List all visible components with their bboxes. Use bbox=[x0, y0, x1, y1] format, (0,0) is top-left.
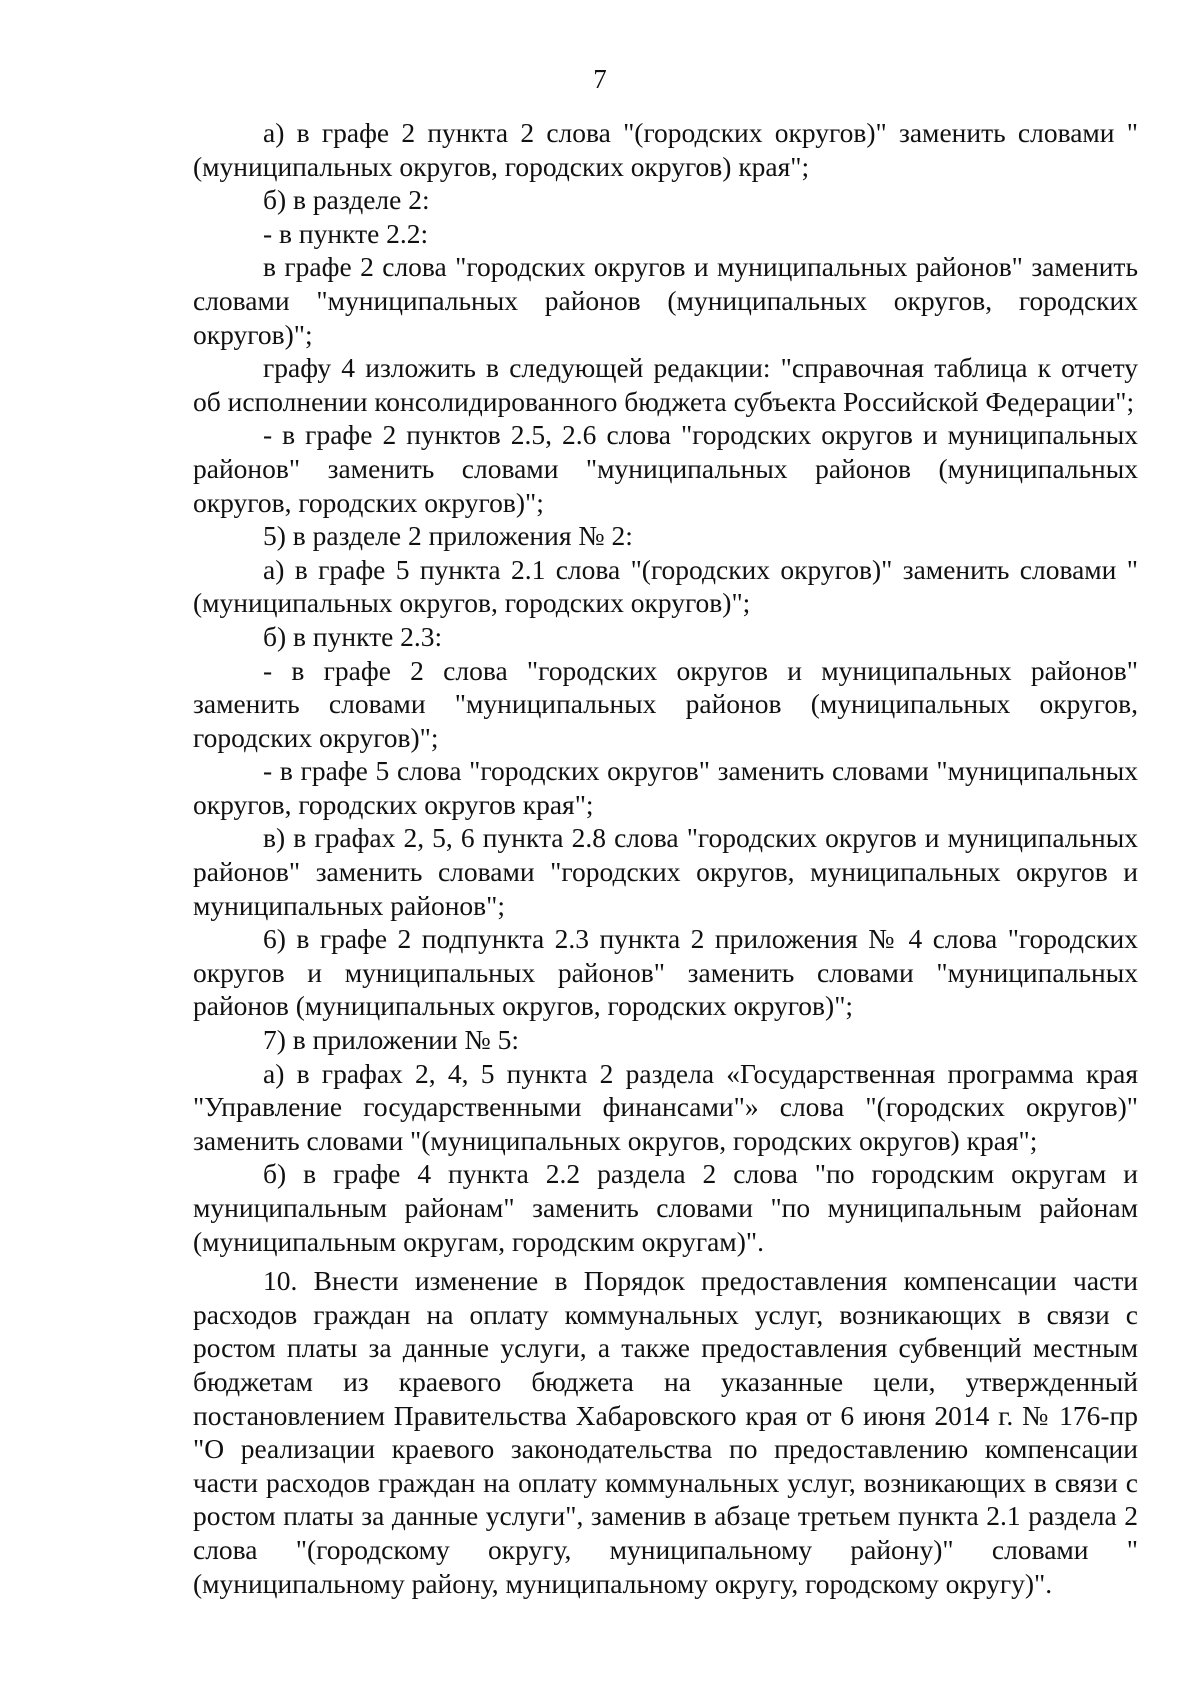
paragraph-3b-item-2-2: - в пункте 2.2: bbox=[263, 217, 429, 249]
paragraph-5b: б) в пункте 2.3: bbox=[263, 620, 443, 652]
paragraph-7a: а) в графах 2, 4, 5 пункта 2 раздела «Государственная программа края "Управление государственными финансами"» слова "(городских округов)" заменить словами "(муниципальных округов, городских округов) края"; bbox=[193, 1057, 1138, 1156]
document-body bbox=[193, 116, 1138, 1600]
paragraph-10: 10. Внести изменение в Порядок предоставления компенсации части расходов граждан на оплату коммунальных услуг, возникающих в связи с ростом платы за данные услуги, а также предоставления субвенций местным бюджетам из краевого бюджета на указанные цели, утвержденный постановлением Правительства Хабаровского края от 6 июня 2014 г. № 176-пр "О реализации краевого законодательства по предоставлению компенсации части расходов граждан на оплату коммунальных услуг, возникающих в связи с ростом платы за данные услуги", заменив в абзаце третьем пункта 2.1 раздела 2 слова "(городскому округу, муниципальному району)" словами "(муниципальному району, муниципальному округу, городскому округу)". bbox=[193, 1265, 1138, 1599]
paragraph-5c: в) в графах 2, 5, 6 пункта 2.8 слова "городских округов и муниципальных районов" заменить словами "городских округов, муниципальных округов и муниципальных районов"; bbox=[193, 822, 1138, 921]
paragraph-5a: а) в графе 5 пункта 2.1 слова "(городских округов)" заменить словами "(муниципальных округов, городских округов)"; bbox=[193, 553, 1138, 619]
paragraph-7b: б) в графе 4 пункта 2.2 раздела 2 слова "по городским округам и муниципальным районам" заменить словами "по муниципальным районам (муниципальным округам, городским округам)". bbox=[193, 1158, 1138, 1257]
paragraph-3b-items-2-5-2-6: - в графе 2 пунктов 2.5, 2.6 слова "городских округов и муниципальных районов" заменить словами "муниципальных районов (муниципальных округов, городских округов)"; bbox=[193, 419, 1138, 518]
paragraph-3b: б) в разделе 2: bbox=[263, 184, 430, 216]
page-number: 7 bbox=[593, 64, 607, 94]
paragraph-3b-column-2: в графе 2 слова "городских округов и муниципальных районов" заменить словами "муниципальных районов (муниципальных округов, городских округов)"; bbox=[193, 251, 1138, 350]
paragraph-5: 5) в разделе 2 приложения № 2: bbox=[263, 520, 633, 552]
paragraph-3b-column-4: графу 4 изложить в следующей редакции: "справочная таблица к отчету об исполнении консолидированного бюджета субъекта Российской Федерации"; bbox=[193, 352, 1138, 417]
paragraph-3a: а) в графе 2 пункта 2 слова "(городских округов)" заменить словами "(муниципальных округов, городских округов) края"; bbox=[193, 117, 1138, 182]
paragraph-5b-column-5: - в графе 5 слова "городских округов" заменить словами "муниципальных округов, городских округов края"; bbox=[193, 755, 1138, 820]
paragraph-6: 6) в графе 2 подпункта 2.3 пункта 2 приложения № 4 слова "городских округов и муниципальных районов" заменить словами "муниципальных районов (муниципальных округов, городских округов)"; bbox=[193, 923, 1138, 1022]
paragraph-7: 7) в приложении № 5: bbox=[263, 1024, 519, 1056]
paragraph-5b-column-2: - в графе 2 слова "городских округов и муниципальных районов" заменить словами "муниципальных районов (муниципальных округов, городских округов)"; bbox=[193, 654, 1138, 753]
